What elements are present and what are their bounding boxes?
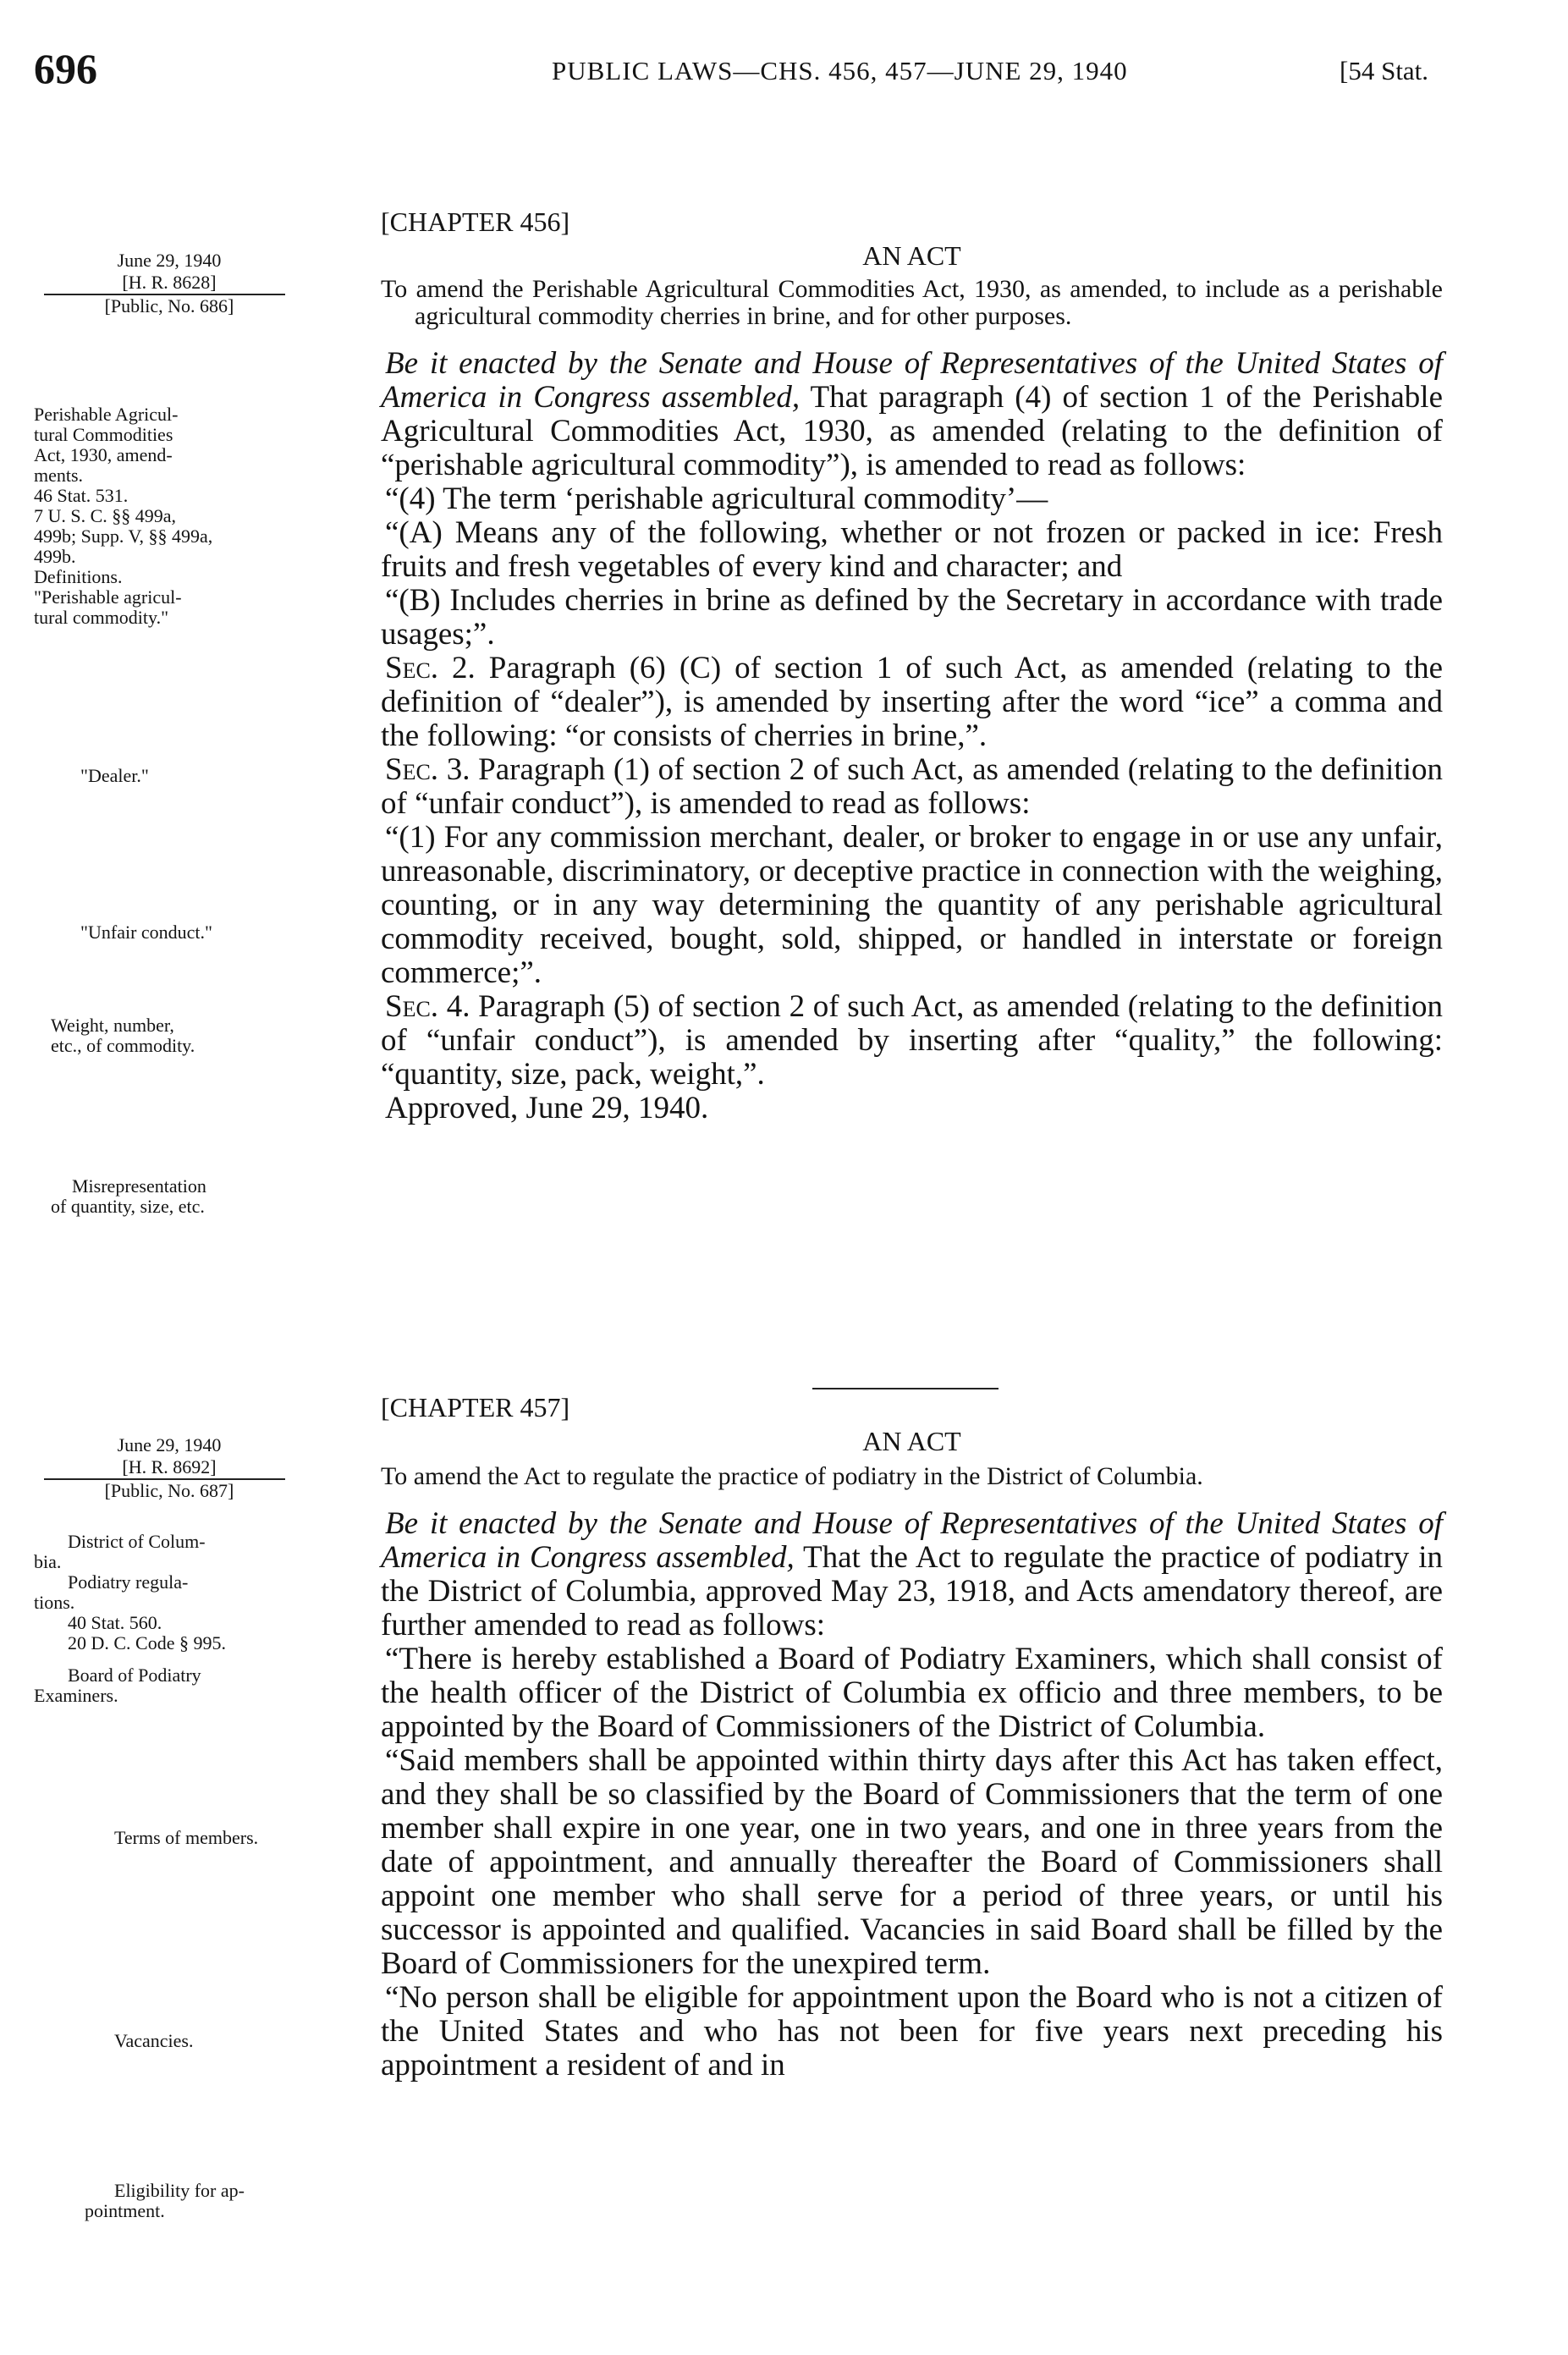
chapter-456 (381, 205, 1443, 1125)
paragraph-b: “(B) Includes cherries in brine as defined by the Secretary in accordance with trade usages;”. (381, 583, 1443, 652)
margin-note: 499b. (34, 546, 76, 567)
statute-reference: [54 Stat. (1340, 56, 1429, 85)
margin-note: Definitions. (34, 566, 123, 587)
enacting-italic: Be it enacted by the Senate and House of Representatives of the United States of America in Congress assembled, (381, 1506, 1443, 1575)
margin-stat-1: 40 Stat. 560. (68, 1612, 162, 1633)
margin-weight-line-1: Weight, number, (51, 1015, 174, 1036)
margin-ch456-date-block (34, 250, 338, 317)
enacting-clause (381, 1507, 1443, 1642)
margin-dc-2: bia. (34, 1551, 62, 1572)
margin-elig-2: pointment. (85, 2200, 165, 2221)
margin-misrep-line-2: of quantity, size, etc. (51, 1196, 205, 1217)
approved-line: Approved, June 29, 1940. (385, 1091, 709, 1125)
margin-note: "Perishable agricul- (34, 586, 182, 608)
margin-date: June 29, 1940 (117, 250, 222, 271)
margin-pod-2: tions. (34, 1592, 75, 1613)
margin-board-1: Board of Podiatry (68, 1664, 201, 1686)
margin-note: Act, 1930, amend- (34, 444, 173, 465)
sec-3-label: Sec. 3. (385, 752, 470, 787)
sec-2-label: Sec. 2. (385, 651, 476, 685)
section-4 (381, 990, 1443, 1092)
page-header (34, 44, 1489, 95)
margin-elig-1: Eligibility for ap- (114, 2180, 245, 2201)
an-act-heading: AN ACT (862, 240, 961, 271)
margin-date: June 29, 1940 (117, 1434, 222, 1455)
section-3 (381, 753, 1443, 821)
an-act-heading: AN ACT (862, 1426, 961, 1456)
terms-paragraph: “Said members shall be appointed within thirty days after this Act has taken effect, and they shall be so classified by the Board of Commissioners that the term of one member shall expire in one year, one in two years, and one in three years from the date of appointment, and annually thereafter the Board of Commissioners shall appoint one member who shall serve for a period of three years, or until his successor is appointed and qualified. Vacancies in said Board shall be filled by the Board of Commissioners for the unexpired term. (381, 1743, 1443, 1981)
margin-note: ments. (34, 465, 84, 486)
margin-note: 46 Stat. 531. (34, 485, 129, 506)
margin-public-no: [Public, No. 687] (104, 1480, 234, 1501)
chapter-divider (812, 1388, 999, 1389)
margin-note: tural commodity." (34, 607, 169, 628)
sec-2-text: Paragraph (6) (C) of section 1 of such Act, as amended (relating to the definition of “dealer”), is amended by inserting after the word “ice” a comma and the following: “or consists of cherries in brine,”. (381, 651, 1443, 753)
sec-4-text: Paragraph (5) of section 2 of such Act, as amended (relating to the definition of “unfair conduct”), is amended by inserting after “quality,” the following: “quantity, size, pack, weight,”. (381, 989, 1443, 1092)
paragraph-1: “(1) For any commission merchant, dealer, or broker to engage in or use any unfair, unreasonable, discriminatory, or deceptive practice in connection with the weighing, counting, or in any way determining the quantity of any perishable agricultural commodity received, bought, sold, shipped, or handled in interstate or foreign commerce;”. (381, 820, 1443, 990)
margin-pod-1: Podiatry regula- (68, 1571, 189, 1593)
margin-dc-1: District of Colum- (68, 1531, 206, 1552)
margin-board (34, 1665, 338, 1706)
margin-eligibility (34, 2181, 338, 2221)
act-summary: To amend the Act to regulate the practice of podiatry in the District of Columbia. (381, 1462, 1203, 1490)
margin-weight (51, 1015, 355, 1056)
margin-stat-2: 20 D. C. Code § 995. (68, 1632, 226, 1653)
margin-note: tural Commodities (34, 424, 173, 445)
margin-note: 499b; Supp. V, §§ 499a, (34, 525, 213, 547)
page-number: 696 (34, 45, 97, 92)
enacting-rest: That the Act to regulate the practice of podiatry in the District of Columbia, approved May 23, 1918, and Acts amendatory thereof, are further amended to read as follows: (381, 1540, 1443, 1642)
sec-3-text: Paragraph (1) of section 2 of such Act, as amended (relating to the definition of “unfair conduct”), is amended to read as follows: (381, 752, 1443, 821)
margin-note: Perishable Agricul- (34, 404, 179, 425)
section-2 (381, 652, 1443, 753)
enacting-italic: Be it enacted by the Senate and House of Representatives of the United States of America in Congress assembled, (381, 346, 1443, 415)
margin-bill: [H. R. 8628] (122, 272, 217, 293)
margin-ch456-notes (34, 404, 338, 628)
running-head: PUBLIC LAWS—CHS. 456, 457—JUNE 29, 1940 (552, 56, 1128, 85)
act-summary: To amend the Perishable Agricultural Commodities Act, 1930, as amended, to include as a perishable agricultural commodity cherries in brine, and for other purposes. (381, 275, 1443, 330)
margin-vacancies: Vacancies. (114, 2030, 194, 2051)
margin-weight-line-2: etc., of commodity. (51, 1035, 195, 1056)
eligibility-paragraph: “No person shall be eligible for appointment upon the Board who is not a citizen of the United States and who has not been for five years next preceding his appointment a resident of and in (381, 1980, 1443, 2083)
margin-dealer: "Dealer." (80, 765, 149, 786)
margin-ch457-date-block (34, 1434, 338, 1502)
board-paragraph: “There is hereby established a Board of Podiatry Examiners, which shall consist of the health officer of the District of Columbia ex officio and three members, to be appointed by the Board of Commissioners of the District of Columbia. (381, 1642, 1443, 1744)
margin-misrepresentation (51, 1176, 355, 1217)
enacting-clause (381, 347, 1443, 482)
margin-bill: [H. R. 8692] (122, 1456, 217, 1477)
chapter-457 (381, 1390, 1443, 2083)
margin-misrep-line-1: Misrepresentation (72, 1175, 206, 1197)
paragraph-a: “(A) Means any of the following, whether or not frozen or packed in ice: Fresh fruits and fresh vegetables of every kind and character; and (381, 515, 1443, 584)
margin-unfair-conduct: "Unfair conduct." (80, 922, 213, 943)
paragraph-4: “(4) The term ‘perishable agricultural commodity’— (385, 481, 1048, 516)
chapter-label: [CHAPTER 457] (381, 1392, 570, 1422)
margin-terms: Terms of members. (114, 1827, 259, 1848)
margin-public-no: [Public, No. 686] (104, 295, 234, 316)
margin-note: 7 U. S. C. §§ 499a, (34, 505, 177, 526)
chapter-label: [CHAPTER 456] (381, 206, 570, 237)
margin-board-2: Examiners. (34, 1685, 118, 1706)
sec-4-label: Sec. 4. (385, 989, 470, 1024)
margin-ch457-notes (34, 1532, 338, 1653)
enacting-rest: That paragraph (4) of section 1 of the Perishable Agricultural Commodities Act, 1930, as amended (relating to the definition of “perishable agricultural commodity”), is amended to read as follows: (381, 380, 1443, 482)
